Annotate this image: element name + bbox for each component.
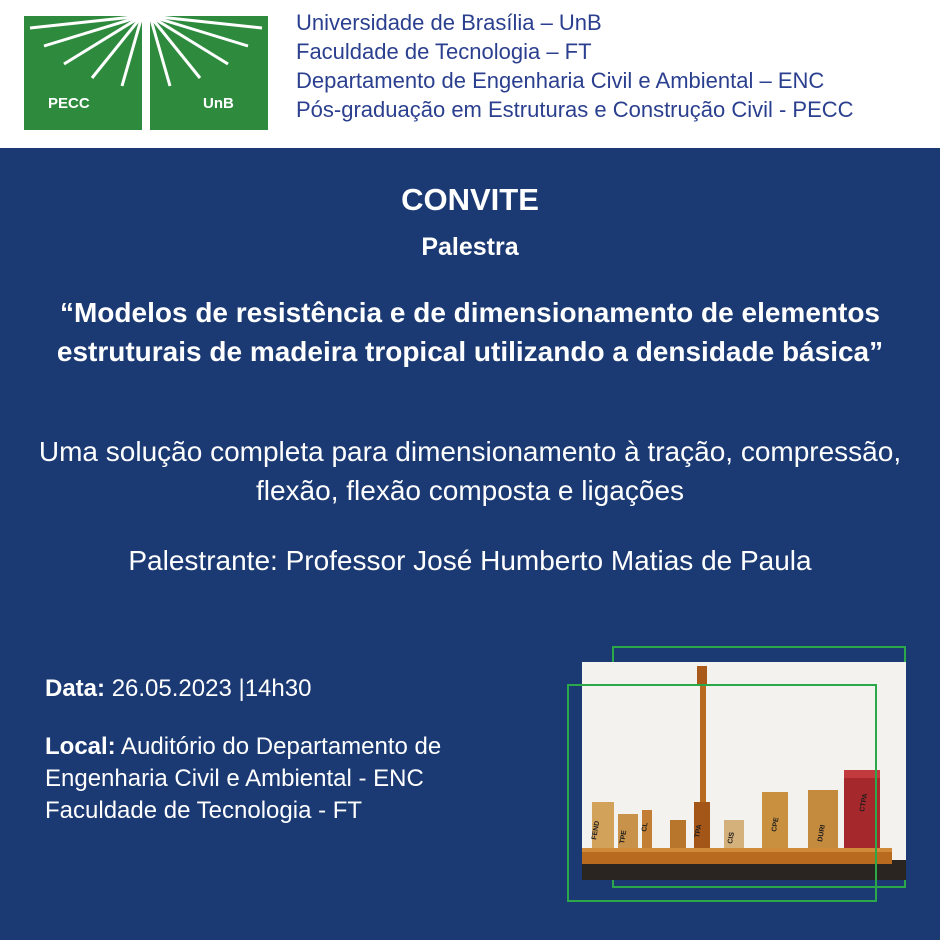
place-line-3: Faculdade de Tecnologia - FT xyxy=(45,797,363,824)
institution-block xyxy=(296,8,854,124)
logo-label-pecc: PECC xyxy=(48,95,90,112)
lecture-title: “Modelos de resistência e de dimensionamento de elementos estruturais de madeira tropical utilizando a densidade básica” xyxy=(56,297,884,367)
specimen-label: CPE xyxy=(771,816,781,833)
place-label: Local: xyxy=(45,733,116,760)
specimen-label: CTPA xyxy=(859,792,870,813)
specimen-label: DURI xyxy=(817,824,827,843)
specimen-label: TPE xyxy=(619,829,629,845)
place-block xyxy=(45,731,545,827)
date-value: 26.05.2023 |14h30 xyxy=(111,675,312,702)
date-label: Data: xyxy=(45,675,106,702)
specimen-label: CL xyxy=(641,821,650,833)
invite-heading: CONVITE xyxy=(401,182,539,217)
photo-frame-front xyxy=(567,684,877,902)
specimen-label: CIS xyxy=(727,831,736,845)
lecture-subtitle: Uma solução completa para dimensionamento à tração, compressão, flexão, flexão composta e ligações xyxy=(38,436,902,506)
place-value-1: Auditório do Departamento de xyxy=(121,733,442,760)
speaker: Palestrante: Professor José Humberto Matias de Paula xyxy=(128,545,812,576)
specimen-label: TPA xyxy=(694,823,704,839)
institution-line: Universidade de Brasília – UnB xyxy=(296,10,602,35)
program-line: Pós-graduação em Estruturas e Construção Civil - PECC xyxy=(296,97,854,122)
header xyxy=(0,0,940,148)
department-line: Departamento de Engenharia Civil e Ambiental – ENC xyxy=(296,68,825,93)
faculty-line: Faculdade de Tecnologia – FT xyxy=(296,39,592,64)
logo-label-unb: UnB xyxy=(203,95,234,112)
specimen-label: FEND xyxy=(591,820,602,841)
date-line xyxy=(45,673,311,705)
event-type: Palestra xyxy=(421,233,519,261)
place-line-2: Engenharia Civil e Ambiental - ENC xyxy=(45,765,424,792)
place-line-1 xyxy=(45,731,545,763)
